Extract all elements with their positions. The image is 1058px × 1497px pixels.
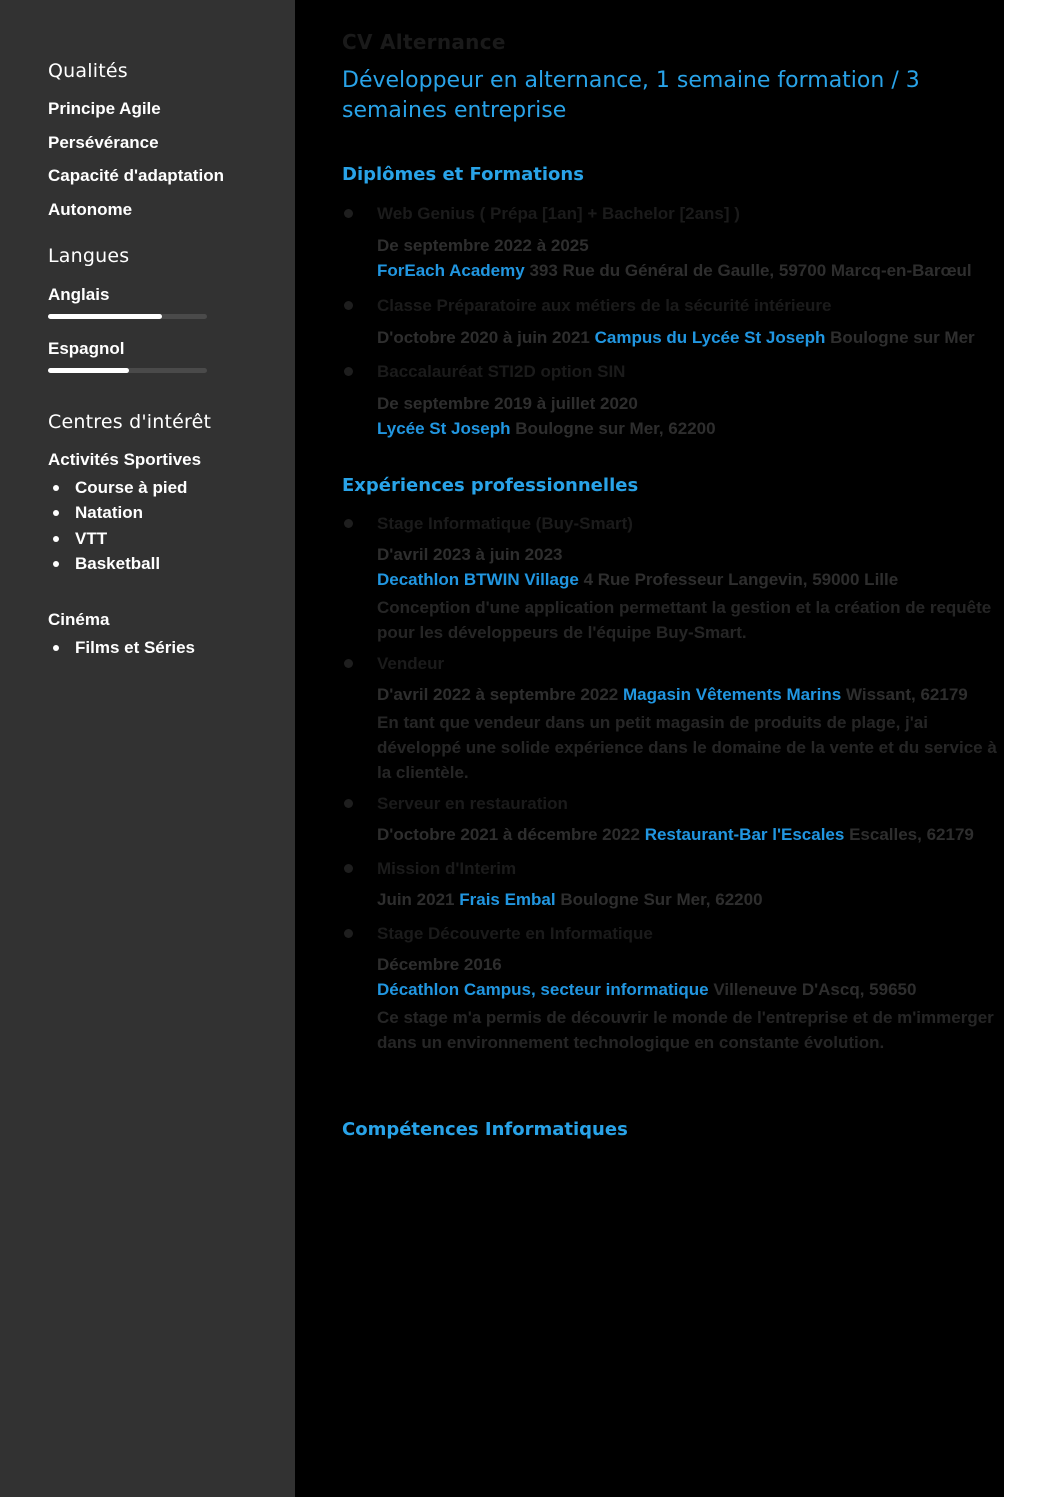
- entry-date: Décembre 2016: [377, 955, 502, 974]
- language-item: [48, 339, 268, 373]
- document-title: CV Alternance: [342, 30, 506, 54]
- entry-title: Stage Découverte en Informatique: [377, 924, 653, 943]
- entry-description: Conception d'une application permettant la gestion et la création de requête pour les développeurs de l'équipe Buy-Smart.: [377, 598, 992, 642]
- interest-item: Films et Séries: [48, 638, 268, 663]
- entry-date: De septembre 2022 à 2025: [377, 236, 589, 255]
- experience-section: [342, 475, 1004, 1055]
- entry-date-line: [377, 325, 1004, 350]
- bullet-icon: [344, 301, 353, 310]
- entry-organization: Lycée St Joseph: [377, 419, 511, 438]
- entry-date-line: [377, 391, 1004, 416]
- entry-location: 393 Rue du Général de Gaulle, 59700 Marcq-en-Barœul: [529, 261, 972, 280]
- entry-organization: Magasin Vêtements Marins: [623, 685, 842, 704]
- quality-item: Persévérance: [48, 132, 159, 152]
- experience-entry: [342, 924, 1004, 1055]
- entry-date: D'octobre 2020 à juin 2021: [377, 328, 590, 347]
- education-entry: [342, 362, 1004, 441]
- entry-org-line: [377, 416, 1004, 441]
- bullet-icon: [344, 367, 353, 376]
- interest-group-title: Activités Sportives: [48, 450, 202, 469]
- entry-title: Web Genius ( Prépa [1an] + Bachelor [2ans] ): [377, 204, 740, 223]
- entry-date: D'octobre 2021 à décembre 2022: [377, 825, 640, 844]
- entry-location: Villeneuve D'Ascq, 59650: [713, 980, 917, 999]
- entry-date: D'avril 2023 à juin 2023: [377, 545, 563, 564]
- bullet-icon: [344, 519, 353, 528]
- entry-date: D'avril 2022 à septembre 2022: [377, 685, 619, 704]
- entry-date-line: [377, 822, 1004, 847]
- entry-organization: Restaurant-Bar l'Escales: [644, 825, 845, 844]
- entry-organization: Campus du Lycée St Joseph: [594, 328, 826, 347]
- entry-date: Juin 2021: [377, 890, 455, 909]
- entry-location: 4 Rue Professeur Langevin, 59000 Lille: [583, 570, 899, 589]
- entry-location: Boulogne sur Mer: [830, 328, 975, 347]
- bullet-icon: [344, 659, 353, 668]
- language-level-fill: [48, 314, 162, 319]
- qualities-title: Qualités: [48, 60, 128, 82]
- language-level-bar: [48, 314, 207, 319]
- language-name: Anglais: [48, 285, 110, 304]
- bullet-icon: [344, 864, 353, 873]
- interest-group: [48, 450, 268, 579]
- entry-location: Boulogne Sur Mer, 62200: [560, 890, 763, 909]
- interests-title: Centres d'intérêt: [48, 411, 212, 433]
- skills-title: Compétences Informatiques: [342, 1119, 628, 1140]
- education-entry: [342, 296, 1004, 350]
- skills-section: [342, 1119, 1004, 1140]
- qualities-section: [48, 60, 268, 233]
- entry-organization: ForEach Academy: [377, 261, 525, 280]
- entry-title: Baccalauréat STI2D option SIN: [377, 362, 626, 381]
- bullet-icon: [344, 799, 353, 808]
- entry-location: Boulogne sur Mer, 62200: [515, 419, 716, 438]
- quality-item: Autonome: [48, 199, 133, 219]
- language-level-bar: [48, 368, 207, 373]
- entry-organization: Frais Embal: [459, 890, 556, 909]
- interest-group: [48, 610, 268, 663]
- entry-org-line: [377, 258, 1004, 283]
- entry-date-line: [377, 952, 1004, 977]
- quality-item: Capacité d'adaptation: [48, 166, 224, 185]
- experience-entry: [342, 514, 1004, 645]
- experience-entry: [342, 654, 1004, 785]
- education-section: [342, 164, 1004, 441]
- entry-title: Stage Informatique (Buy-Smart): [377, 514, 633, 533]
- quality-item: Principe Agile: [48, 99, 161, 118]
- sidebar: [0, 0, 295, 1497]
- language-level-fill: [48, 368, 129, 373]
- entry-location: Escalles, 62179: [849, 825, 974, 844]
- entry-location: Wissant, 62179: [845, 685, 968, 704]
- languages-section: [48, 245, 268, 373]
- experience-entry: [342, 859, 1004, 912]
- interest-item: VTT: [48, 529, 268, 554]
- entry-title: Classe Préparatoire aux métiers de la sécurité intérieure: [377, 296, 832, 315]
- languages-title: Langues: [48, 245, 130, 267]
- language-item: [48, 285, 268, 319]
- entry-organization: Decathlon BTWIN Village: [377, 570, 579, 589]
- experience-title: Expériences professionnelles: [342, 475, 639, 496]
- entry-org-line: [377, 567, 1004, 592]
- education-title: Diplômes et Formations: [342, 164, 584, 185]
- interest-item: Basketball: [48, 554, 268, 579]
- entry-date-line: [377, 682, 1004, 707]
- entry-date: De septembre 2019 à juillet 2020: [377, 394, 638, 413]
- language-name: Espagnol: [48, 339, 125, 358]
- interests-section: [48, 411, 268, 663]
- entry-organization: Décathlon Campus, secteur informatique: [377, 980, 709, 999]
- entry-date-line: [377, 233, 1004, 258]
- bullet-icon: [344, 929, 353, 938]
- entry-description: En tant que vendeur dans un petit magasin de produits de plage, j'ai développé une solide expérience dans le domaine de la vente et du service à la clientèle.: [377, 713, 997, 782]
- interest-group-title: Cinéma: [48, 610, 110, 630]
- entry-org-line: [377, 977, 1004, 1002]
- bullet-icon: [344, 209, 353, 218]
- main-content: [295, 0, 1004, 1497]
- entry-title: Mission d'Interim: [377, 859, 517, 878]
- document-subtitle: Développeur en alternance, 1 semaine formation / 3 semaines entreprise: [342, 68, 920, 123]
- entry-date-line: [377, 542, 1004, 567]
- entry-description: Ce stage m'a permis de découvrir le monde de l'entreprise et de m'immerger dans un environnement technologique en constante évolution.: [377, 1008, 994, 1052]
- entry-title: Serveur en restauration: [377, 794, 568, 813]
- interest-item: Natation: [48, 503, 268, 528]
- experience-entry: [342, 794, 1004, 847]
- education-entry: [342, 204, 1004, 283]
- page-margin: [1004, 0, 1058, 1497]
- interest-item: Course à pied: [48, 478, 268, 503]
- entry-date-line: [377, 887, 1004, 912]
- entry-title: Vendeur: [377, 654, 445, 673]
